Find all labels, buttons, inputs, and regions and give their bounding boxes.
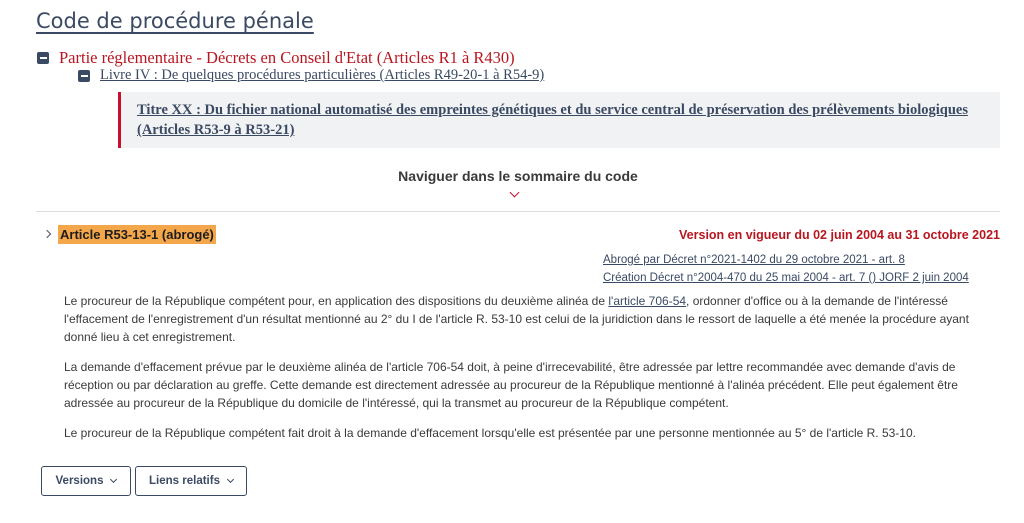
navigate-summary-button[interactable] [0, 168, 1024, 184]
chevron-down-icon [227, 476, 234, 483]
divider [36, 211, 1000, 212]
liens-relatifs-label: Liens relatifs [149, 475, 220, 487]
chevron-right-icon[interactable] [43, 230, 51, 238]
partie-link[interactable]: Partie réglementaire - Décrets en Conseil d'Etat (Articles R1 à R430) [59, 48, 515, 67]
versions-button[interactable] [41, 466, 131, 496]
article-paragraph: Le procureur de la République compétent fait droit à la demande d'effacement lorsqu'elle est présentée par une personne mentionnée au 5° de l'article R. 53-10. [64, 426, 916, 440]
paragraph-text: Le procureur de la République compétent pour, en application des dispositions du deuxième alinéa de [64, 294, 609, 308]
history-link-abroge[interactable]: Abrogé par Décret n°2021-1402 du 29 octobre 2021 - art. 8 [603, 254, 905, 266]
article-body [64, 292, 1000, 454]
article-paragraph [64, 292, 1000, 346]
collapse-icon[interactable] [37, 52, 49, 64]
article-title[interactable]: Article R53-13-1 (abrogé) [60, 227, 214, 242]
article-history [603, 251, 969, 287]
paragraph-text: , ordonner d'office ou à la demande de l'intéressé l'effacement de l'enregistrement d'un résultat mentionné au 2° du I de l'article R. 53-10 est celui de la juridiction dans le ressort de laquelle a été menée la procédure ayant donné lieu à cet enregistrement. [64, 294, 969, 344]
article-paragraph: La demande d'effacement prévue par le deuxième alinéa de l'article 706-54 doit, à peine d'irrecevabilité, être adressée par lettre recommandée avec demande d'avis de réception ou par déclaration au greffe. Cette demande est directement adressée au procureur de la République mentionné à l'alinéa précédent. Elle peut également être adressée au procureur de la République du domicile de l'intéressé, qui la transmet au procureur de la République compétent. [64, 360, 958, 410]
article-706-54-link[interactable]: l'article 706-54 [608, 294, 687, 308]
history-link-creation[interactable]: Création Décret n°2004-470 du 25 mai 2004 - art. 7 () JORF 2 juin 2004 [603, 272, 969, 284]
chevron-down-icon [110, 476, 117, 483]
collapse-icon[interactable] [78, 70, 90, 82]
titre-panel [118, 92, 1000, 148]
tree-livre [78, 67, 544, 84]
navigate-summary-label: Naviguer dans le sommaire du code [398, 168, 638, 184]
titre-link[interactable]: Titre XX : Du fichier national automatisé des empreintes génétiques et du service central de préservation des prélèvements biologiques (Articles R53-9 à R53-21) [137, 102, 968, 138]
liens-relatifs-button[interactable] [135, 466, 247, 496]
tree-partie [37, 48, 515, 68]
chevron-down-icon[interactable] [510, 188, 520, 198]
version-label: Version en vigueur du 02 juin 2004 au 31 octobre 2021 [679, 228, 1000, 242]
livre-link[interactable]: Livre IV : De quelques procédures particulières (Articles R49-20-1 à R54-9) [100, 67, 545, 83]
page-title[interactable]: Code de procédure pénale [36, 9, 314, 33]
versions-label: Versions [55, 475, 104, 487]
